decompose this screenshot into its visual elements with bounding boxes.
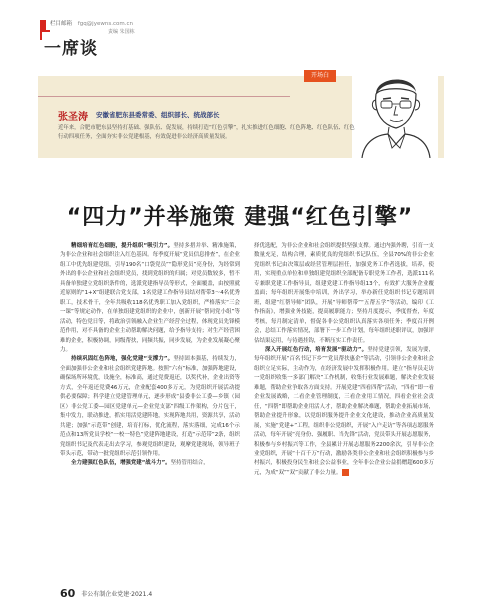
header-editor: 责编 朱国栋: [108, 29, 135, 35]
column-title: 一席谈: [44, 34, 98, 59]
page-number: 60: [60, 587, 76, 600]
paragraph-text: 坚持多措并举、精准施策，为非公企业和社会组织注入红色基因。每季度开展“党员信息排查”，在企业组工中优先组建党组，引导190名“口袋党员”“隐形党员”亮身份，为经常到外出的非公企业和社会组织党员，找到党组织的归属；对党员数较多，暂不具备单独建立党组织条件的，选派党建指导员等形式，全面覆盖，由按照就近原则的“1+X”组建联合党支部，1名党建工作指导员结对帮带3～4名优秀职工，技术骨干，全年共吸收118名优秀职工加入党组织，严格落实“三会一课”等规定动作，在单独组建党组织的企业中，创新开展“帮同党小组”等活动，特色党日等，将政治引领融入企业生产经营全过程，体现党员先锋模范作用，对不具备的企业主动帮助解决问题，给予指导支持；对生产经营困难的企业，积极协调，同级帮扶，同频共振，同步发展，为企业发展凝心聚力。: [60, 243, 240, 353]
end-mark-icon: [342, 469, 349, 476]
paragraph: [254, 346, 434, 478]
section-heading: 精细培育红色细胞，提升组织“吸引力”。: [71, 243, 174, 249]
section-heading: 持续巩固红色阵地，强化党建“支撑力”。: [71, 356, 174, 363]
header-red-mark: [40, 20, 46, 30]
page-header: [0, 0, 480, 64]
article-headline: “四力”并举施策 建强“红色引擎”: [66, 205, 414, 230]
paragraph-text: 坚持固本强基，持续发力，全面加强非公企业和社会组织党建阵地。按照“六有”标准，加强阵地建设，确保场所环境优，设施全，标准高，通过党费返还，以奖代补，企业出资等方式，全年返还党费46万元，企业配套400多万元，为党组织开展活动提供必要保障；科学建立党建管理单元，逐步形成“县委非公工委—乡镇（园区）非公党工委—园区党建单元—企业党支部”四级工作架构，分片包干，集中发力，联动推进，抓实用活党建阵地，实现阵地共用，资源共享，活动共建；加强“示范带”创建，培育打标，优化流程，落实落细，完成16个示范点和13所党员学校“一校一特色”党建阵地建设，打造“示范带”2条，组织党组织书记及代表走出去学习，参观党组织建设，观摩党建现场，领导班子带头示范，带动一批党组织示范引领作用。: [60, 356, 240, 457]
header-column-label: 栏目邮箱: [50, 21, 73, 27]
author-box-divider: [38, 96, 290, 97]
section-heading: 深入开展红色行动，培育发展“驱动力”。: [265, 346, 368, 353]
section-heading: 全力建强红色队伍，增强党建“战斗力”。: [71, 460, 171, 467]
header-column-email: [50, 20, 133, 28]
paragraph: [60, 459, 240, 468]
author-portrait-sketch: [352, 64, 438, 158]
article-column-left: [60, 242, 240, 469]
page-footer: [60, 587, 152, 600]
paragraph: [60, 355, 240, 459]
paragraph-text: 坚持管用结合，: [170, 460, 209, 467]
author-position: 安徽省肥东县委常委、组织部长、统战部长: [96, 111, 220, 119]
journal-name: 非公有制企业党建·2021.4: [81, 591, 153, 598]
article-column-right: [254, 242, 434, 478]
intro-tag: 开场白: [304, 70, 336, 82]
paragraph-text: 择优选配，为非公企业和社会组织提供坚强支撑。通过内强外聘，引育一支数量充足，结构合理，素质优良的党组织书记队伍，全县70%的非公企业党组织书记由决策层或经营管理层担任，加强党务工作者选拔，培养，使用，实现重点单位和单独组建党组织全部配备专职党务工作者，选派111名专兼职党建工作指导员，组建党建工作指导组13个，有效扩大服务企业覆盖面；每年组织开展集中培训，外出学习，举办新任党组织书记专题培训班，组建“红帮导师”团队，开展“导师帮带”“五帮五学”等活动，编印《工作指南》，增强业务技能，提高履职能力；坚持月度提示，季度督查，年度考核，每月制定清单，督促各非公党组织认真落实各项任务；季度召开例会，总结工作落实情况，部署下一步工作计划，每年组织述职评议，加强评估结果运用，与待遇挂钩，不断压实工作责任。: [254, 243, 434, 344]
paragraph: [254, 242, 434, 346]
paragraph: [60, 242, 240, 355]
author-name: 张圣涛: [58, 112, 88, 123]
header-site[interactable]: fgq@jyewns.com.cn: [77, 21, 133, 27]
author-bio: 近年来，合肥市肥东县坚持打基础、强队伍、促发展，持续打造“红色引擎”，扎实推进红色细胞、红色阵地、红色队伍、红色行动四项任务，全面夯实非公党建根基，有效促进非公经济高质量发展。: [58, 125, 355, 140]
paragraph-text: 坚持党建引领，发展为要，每年组织开展“百名书记下乡”“党员帮扶惠企”等活动，引领非公企业和社会组织立足实际，主动作为，在经济发展中发挥积极作用。建立“指导员走访一党组织收集一多部门解决”工作机制，收集行业发展难题，解决企业发展难题，帮助企业争取各方面支持。开展党建“四看四帮”活动，“四看”即一看企业发展战略，二看企业管理制度，三看企业用工情况，四看企业社会责任，“四帮”即帮助企业用活人才，帮助企业解决难题，帮助企业拓展市场，帮助企业提升形象，以党组织服务提升企业文化建设，推动企业高质量发展，实施“党建+”工程，组织非公党组织，开展“入户走访”等各项志愿服务活动，每年开展“亮身份、强履职、当先锋”活动，党员带头开展志愿服务，积极参与乡村振兴等工作，全县累计开展志愿服务2200余次，引导非公企业党组织，开展“十百千万”行动，激励各类非公企业和社会组织积极参与乡村振兴，积极投身民生和社会公益事业，全年非公企业公益捐赠超600多万元，为成“双”“双”贡献了非公力量。: [254, 346, 434, 476]
